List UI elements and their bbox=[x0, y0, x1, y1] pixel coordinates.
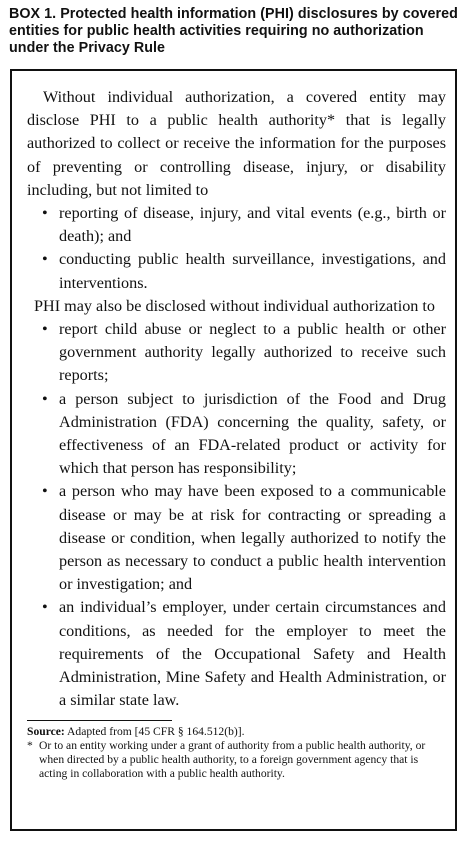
footnote-divider bbox=[27, 720, 172, 721]
bullet-icon: • bbox=[42, 320, 48, 339]
list-item bbox=[27, 248, 446, 294]
source-note bbox=[27, 725, 446, 739]
list-item bbox=[27, 318, 446, 388]
second-paragraph: PHI may also be disclosed without individual authorization to bbox=[34, 296, 436, 315]
box-body bbox=[27, 86, 446, 712]
list-item-text: an individual’s employer, under certain circumstances and conditions, as needed for the employer to meet the requirements of the Occupational Safety and Health Administration, Mine Safety and Health Administration, or a similar state law. bbox=[59, 598, 446, 710]
bullet-icon: • bbox=[42, 204, 48, 223]
footnote-marker: * bbox=[27, 739, 33, 752]
source-label: Source: bbox=[27, 725, 65, 738]
footnote bbox=[27, 739, 446, 781]
box-title: BOX 1. Protected health information (PHI) disclosures by covered entities for public health activities requiring no authorization under the Privacy Rule bbox=[9, 6, 458, 56]
bullet-icon: • bbox=[42, 482, 48, 501]
bullet-icon: • bbox=[42, 598, 48, 617]
list-item-text: report child abuse or neglect to a public health or other government authority legally authorized to receive such reports; bbox=[59, 320, 446, 385]
list-item bbox=[27, 596, 446, 712]
bullet-icon: • bbox=[42, 389, 48, 408]
source-text: Adapted from [45 CFR § 164.512(b)]. bbox=[64, 725, 245, 738]
content-box bbox=[10, 69, 457, 831]
authority-activities-list bbox=[27, 202, 446, 295]
footnote-text: Or to an entity working under a grant of authority from a public health authority, or when directed by a public health authority, to a foreign government agency that is acting in collaboration with a public health authority. bbox=[39, 739, 426, 780]
list-item-text: a person subject to jurisdiction of the Food and Drug Administration (FDA) concerning the quality, safety, or effectiveness of an FDA-related product or activity for which that person has responsibility; bbox=[59, 389, 446, 478]
list-item-text: a person who may have been exposed to a communicable disease or may be at risk for contracting or spreading a disease or condition, when legally authorized to notify the person as necessary to conduct a public health intervention or investigation; and bbox=[59, 482, 446, 594]
list-item bbox=[27, 480, 446, 596]
list-item-text: conducting public health surveillance, investigations, and interventions. bbox=[59, 250, 446, 292]
bullet-icon: • bbox=[42, 250, 48, 269]
list-item bbox=[27, 388, 446, 481]
box-notes bbox=[27, 725, 446, 781]
list-item-text: reporting of disease, injury, and vital events (e.g., birth or death); and bbox=[59, 204, 446, 246]
intro-paragraph: Without individual authorization, a covered entity may disclose PHI to a public health authority* that is legally authorized to collect or receive the information for the purposes of preventing or controlling disease, injury, or disability including, but not limited to bbox=[27, 88, 446, 199]
other-disclosures-list bbox=[27, 318, 446, 712]
list-item bbox=[27, 202, 446, 248]
